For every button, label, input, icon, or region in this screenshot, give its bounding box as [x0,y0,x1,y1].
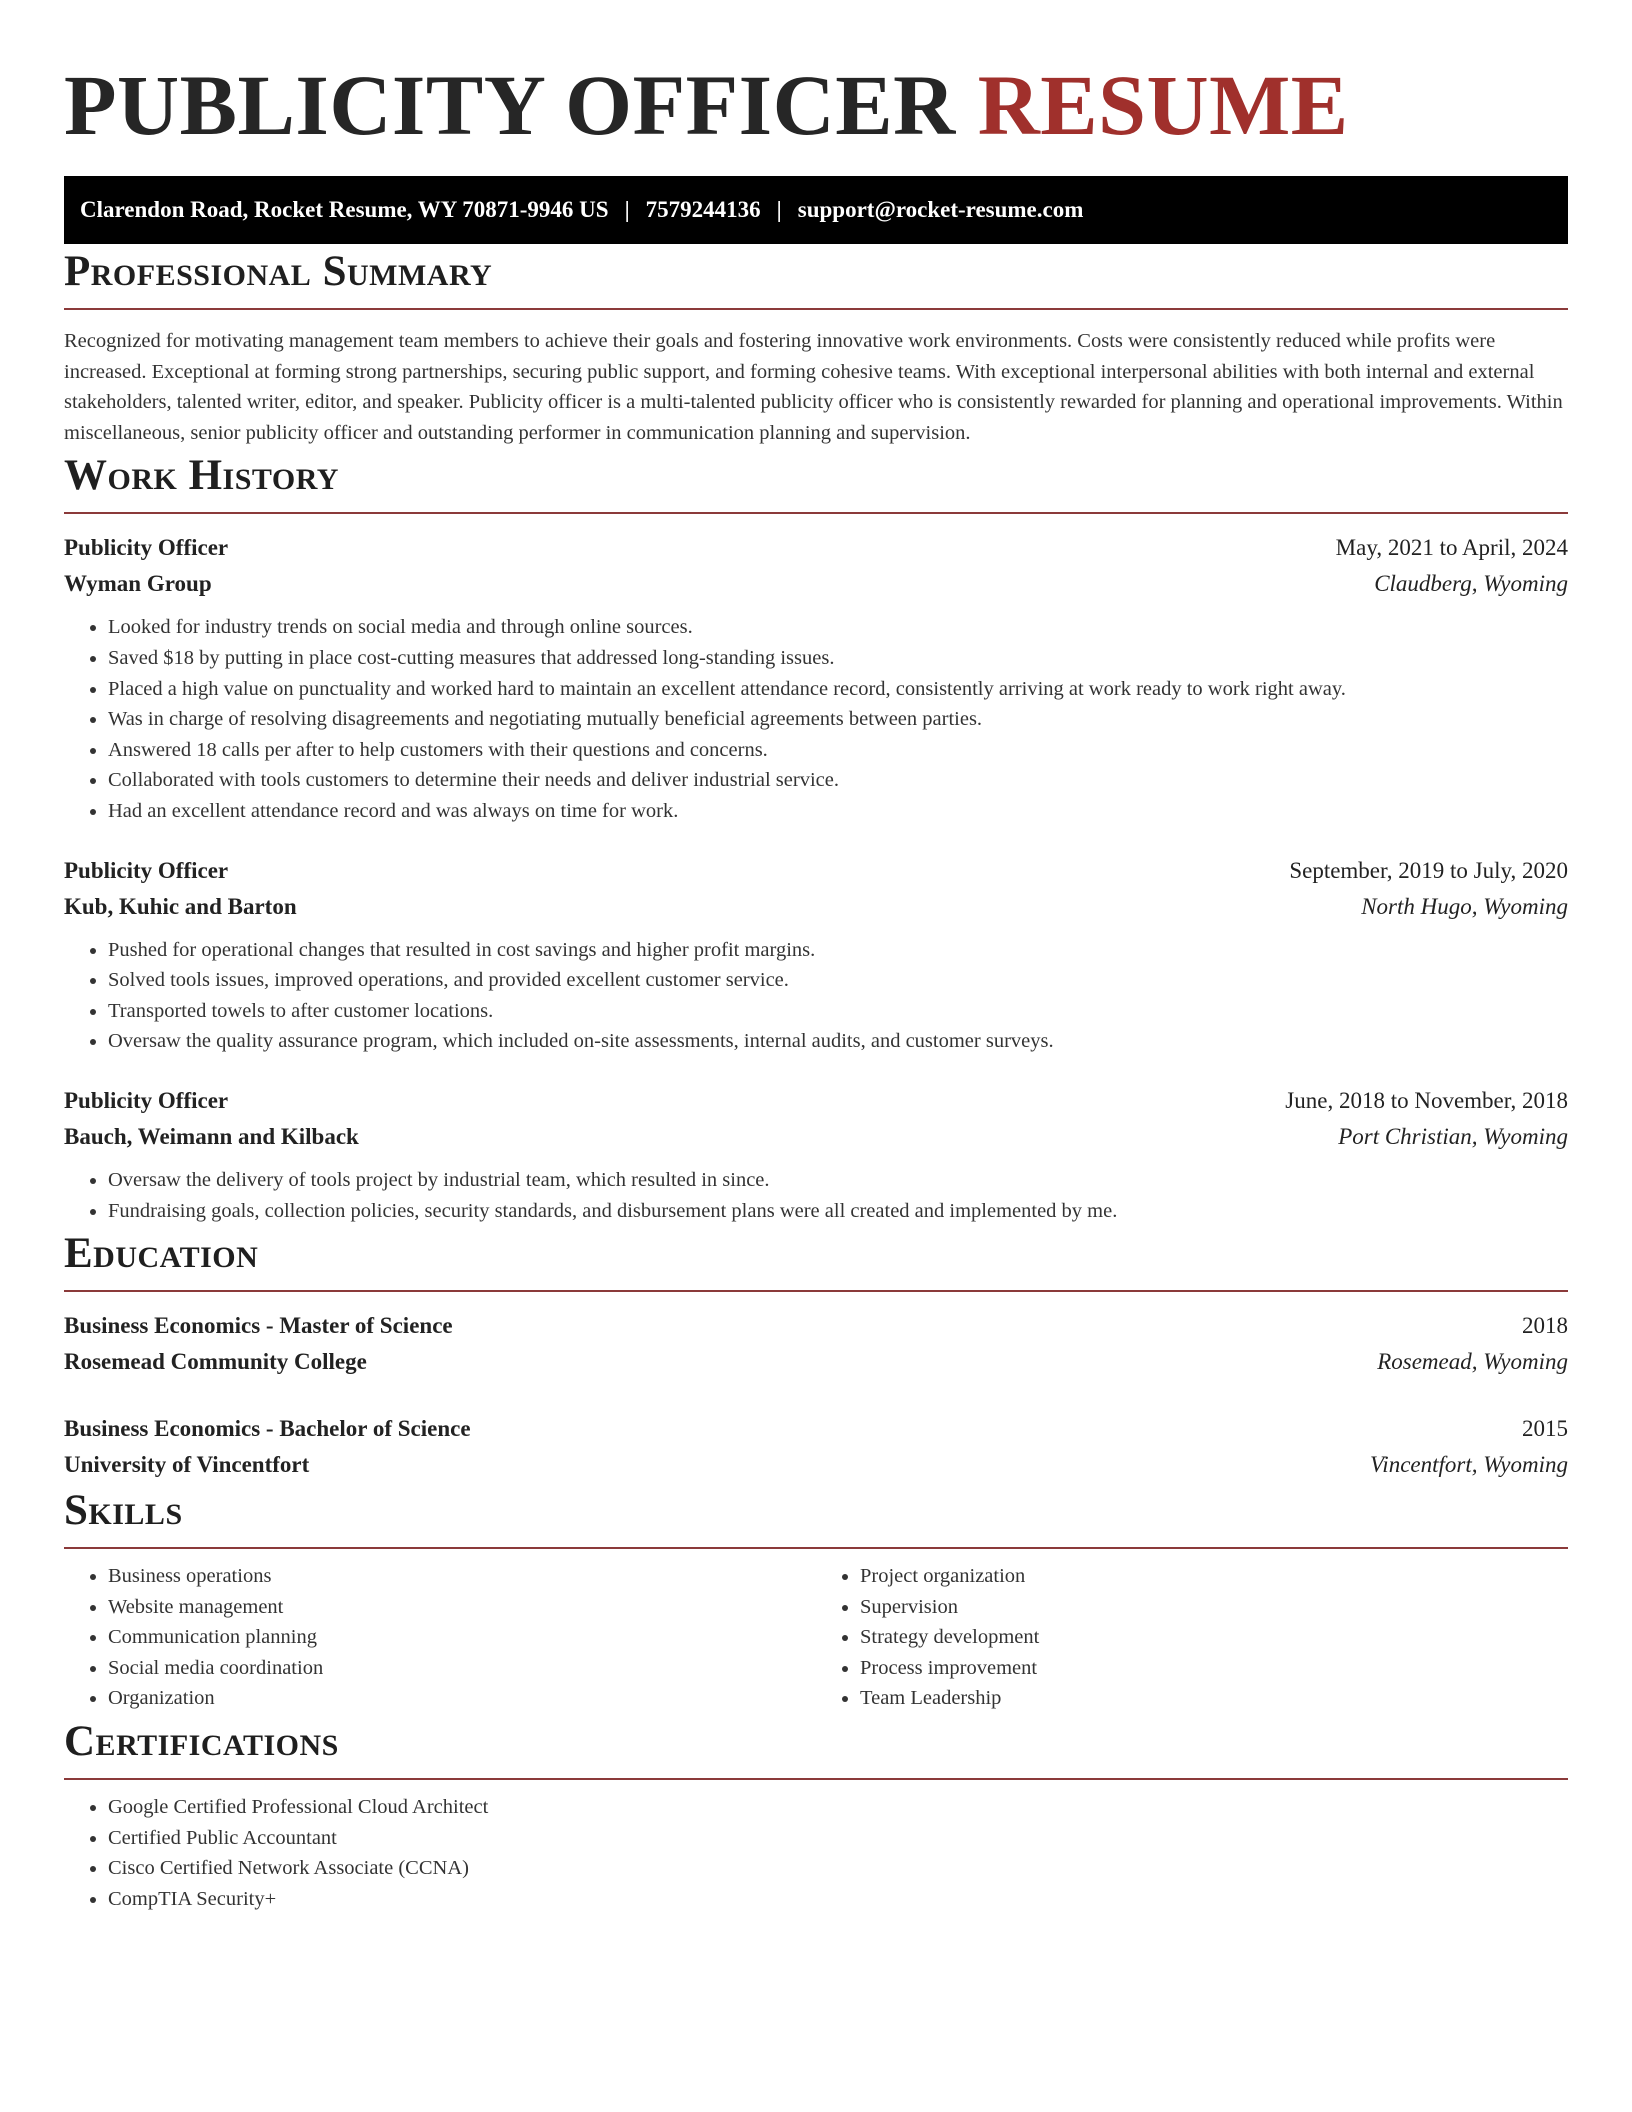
job-entry [64,530,1568,826]
list-item: • Answered 18 calls per after to help customers with their questions and concerns. [108,735,1568,766]
job-entry [64,853,1568,1057]
skills-section [64,1483,1568,1714]
certification-item: • CompTIA Security+ [108,1884,1568,1915]
job-header [64,853,1568,889]
skills-list-right [816,1561,1568,1714]
skill-item: • Website management [108,1592,816,1623]
skill-item: • Business operations [108,1561,816,1592]
job-bullets [64,1165,1568,1226]
summary-heading: Professional Summary [64,244,1568,310]
education-heading: Education [64,1226,1568,1292]
summary-text: Recognized for motivating management team members to achieve their goals and fostering innovative work environments. Costs were consistently reduced while profits were increased. Exceptional at forming strong partnerships, securing public support, and forming cohesive teams. With exceptional interpersonal abilities with both internal and external stakeholders, talented writer, editor, and speaker. Publicity officer is a multi-talented publicity officer who is consistently rewarded for planning and operational improvements. Within miscellaneous, senior publicity officer and outstanding performer in communication planning and supervision. [64,330,1563,444]
skills-columns [64,1561,1568,1714]
job-bullets [64,612,1568,826]
certification-item: • Certified Public Accountant [108,1823,1568,1854]
list-item: • Had an excellent attendance record and was always on time for work. [108,796,1568,827]
school-location: Vincentfort, Wyoming [1369,1452,1568,1478]
job-header [64,530,1568,566]
list-item: • Pushed for operational changes that resulted in cost savings and higher profit margins. [108,935,1568,966]
certifications-section [64,1714,1568,1914]
skill-item: • Communication planning [108,1622,816,1653]
education-section [64,1226,1568,1483]
education-entry [64,1308,1568,1380]
work-history-heading: Work History [64,448,1568,514]
job-subheader [64,566,1568,602]
work-history-section [64,448,1568,1226]
resume-title [64,0,1568,155]
list-item: • Fundraising goals, collection policies, security standards, and disbursement plans were all created and implemented by me. [108,1196,1568,1227]
list-item: • Placed a high value on punctuality and worked hard to maintain an excellent attendance record, consistently arriving at work ready to work right away. [108,674,1568,705]
list-item: • Saved $18 by putting in place cost-cutting measures that addressed long-standing issues. [108,643,1568,674]
job-location: North Hugo, Wyoming [1361,893,1568,919]
skill-item: • Strategy development [860,1622,1568,1653]
degree: Business Economics - Bachelor of Science [64,1416,471,1442]
list-item: • Oversaw the delivery of tools project by industrial team, which resulted in since. [108,1165,1568,1196]
degree: Business Economics - Master of Science [64,1313,453,1339]
job-location: Claudberg, Wyoming [1374,571,1568,597]
job-location: Port Christian, Wyoming [1338,1123,1568,1149]
certifications-list [64,1792,1568,1914]
list-item: • Looked for industry trends on social media and through online sources. [108,612,1568,643]
job-bullets [64,935,1568,1057]
school-location: Rosemead, Wyoming [1377,1349,1568,1375]
education-entry [64,1411,1568,1483]
job-subheader [64,889,1568,925]
contact-email: support@rocket-resume.com [797,197,1084,222]
graduation-year: 2018 [1522,1313,1568,1339]
skill-item: • Social media coordination [108,1653,816,1684]
job-dates: May, 2021 to April, 2024 [1335,535,1568,561]
skill-item: • Team Leadership [860,1683,1568,1714]
contact-address: Clarendon Road, Rocket Resume, WY 70871-9946 US [80,197,609,222]
job-title: Publicity Officer [64,535,229,561]
job-title: Publicity Officer [64,857,229,883]
list-item: • Collaborated with tools customers to determine their needs and deliver industrial service. [108,765,1568,796]
list-item: • Oversaw the quality assurance program, which included on-site assessments, internal audits, and customer surveys. [108,1026,1568,1057]
job-title: Publicity Officer [64,1087,229,1113]
skills-list-left [64,1561,816,1714]
title-main: PUBLICITY OFFICER [64,57,956,153]
school-name: University of Vincentfort [64,1452,310,1478]
skill-item: • Supervision [860,1592,1568,1623]
school-name: Rosemead Community College [64,1349,367,1375]
job-header [64,1083,1568,1119]
education-header [64,1308,1568,1344]
skills-heading: Skills [64,1483,1568,1549]
summary-section [64,244,1568,448]
certification-item: • Google Certified Professional Cloud Architect [108,1792,1568,1823]
education-header [64,1411,1568,1447]
job-company: Bauch, Weimann and Kilback [64,1123,359,1149]
list-item: • Solved tools issues, improved operations, and provided excellent customer service. [108,965,1568,996]
contact-phone: 7579244136 [645,197,761,222]
contact-bar [64,176,1568,244]
skill-item: • Process improvement [860,1653,1568,1684]
skill-item: • Organization [108,1683,816,1714]
job-entry [64,1083,1568,1226]
job-company: Kub, Kuhic and Barton [64,893,297,919]
skill-item: • Project organization [860,1561,1568,1592]
job-company: Wyman Group [64,571,212,597]
certifications-heading: Certifications [64,1714,1568,1780]
list-item: • Transported towels to after customer locations. [108,996,1568,1027]
graduation-year: 2015 [1522,1416,1568,1442]
certification-item: • Cisco Certified Network Associate (CCNA) [108,1853,1568,1884]
education-subheader [64,1344,1568,1380]
list-item: • Was in charge of resolving disagreements and negotiating mutually beneficial agreements between parties. [108,704,1568,735]
title-accent: RESUME [977,57,1349,153]
job-dates: September, 2019 to July, 2020 [1289,857,1568,883]
job-dates: June, 2018 to November, 2018 [1285,1087,1568,1113]
contact-separator: | [776,197,782,222]
education-subheader [64,1447,1568,1483]
contact-separator: | [624,197,630,222]
job-subheader [64,1119,1568,1155]
